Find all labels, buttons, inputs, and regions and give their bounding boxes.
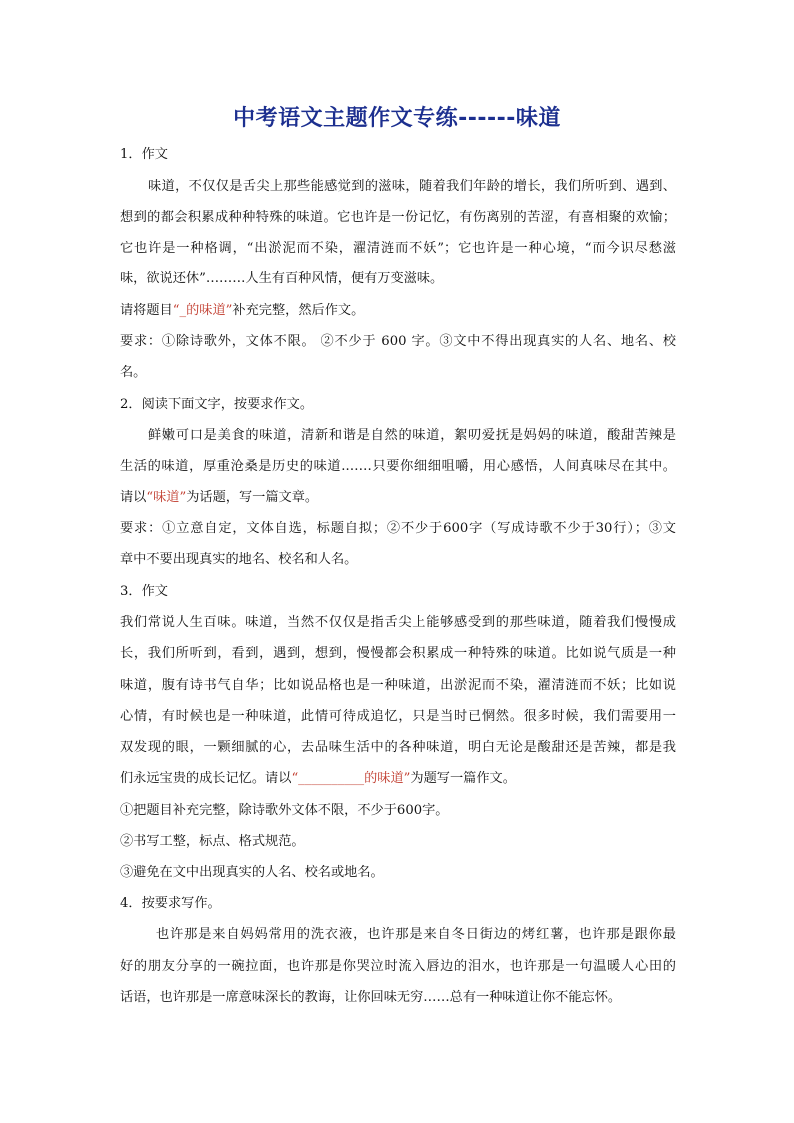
q3-prompt xyxy=(120,770,676,788)
q3-requirement: ②书写工整，标点、格式规范。 xyxy=(120,834,305,849)
q1-paragraph-line: 味道，不仅仅是舌尖上那些能感觉到的滋味，随着我们年龄的增长，我们所听到、遇到、 xyxy=(148,179,676,194)
q3-paragraph-line: 我们常说人生百味。味道，当然不仅仅是指舌尖上能够感受到的那些味道，随着我们慢慢成 xyxy=(120,615,676,630)
q3-paragraph-line: 心情，有时候也是一种味道，此情可待成追忆，只是当时已惘然。很多时候，我们需要用一 xyxy=(120,709,676,724)
q2-prompt-topic: “味道” xyxy=(146,490,187,505)
q3-requirement: ③避免在文中出现真实的人名、校名或地名。 xyxy=(120,865,384,880)
q4-heading: 4．按要求写作。 xyxy=(120,896,221,911)
q1-prompt-text: 补充完整，然后作文。 xyxy=(232,303,365,318)
q3-heading: 3．作文 xyxy=(120,584,168,599)
q2-prompt-text: 为话题，写一篇文章。 xyxy=(186,490,319,505)
page-title: 中考语文主题作文专练------味道 xyxy=(233,106,561,131)
q2-prompt-text: 请以 xyxy=(120,490,147,505)
q3-paragraph-line: 双发现的眼，一颗细腻的心，去品味生活中的各种味道，明白无论是酸甜还是苦辣，都是我 xyxy=(120,740,676,755)
q3-prompt-text: 们永远宝贵的成长记忆。请以 xyxy=(120,771,292,786)
q1-requirements: 名。 xyxy=(120,365,147,380)
q1-paragraph-line: 想到的都会积累成种种特殊的味道。它也许是一份记忆，有伤离别的苦涩，有喜相聚的欢愉； xyxy=(120,210,676,225)
q1-paragraph-line: 它也许是一种格调，“出淤泥而不染，濯清涟而不妖”；它也许是一种心境，“而今识尽愁滋 xyxy=(120,241,676,256)
q4-paragraph-line: 好的朋友分享的一碗拉面，也许那是你哭泣时流入唇边的泪水，也许那是一句温暖人心田的 xyxy=(120,959,676,974)
q2-requirements: 要求：①立意自定，文体自选，标题自拟；②不少于600字（写成诗歌不少于30行）；③文 xyxy=(120,521,676,536)
q1-prompt-text: 请将题目 xyxy=(120,303,173,318)
q1-heading: 1．作文 xyxy=(120,147,168,162)
q1-paragraph-line: 味，欲说还休”………人生有百种风情，便有万变滋味。 xyxy=(120,271,444,286)
q3-requirement: ①把题目补充完整，除诗歌外文体不限，不少于600字。 xyxy=(120,803,449,818)
q2-heading: 2．阅读下面文字，按要求作文。 xyxy=(120,397,314,412)
q3-prompt-title: “__________的味道” xyxy=(291,771,411,786)
q1-prompt xyxy=(120,302,676,320)
q4-paragraph-line: 话语，也许那是一席意味深长的教诲，让你回味无穷……总有一种味道让你不能忘怀。 xyxy=(120,990,622,1005)
q2-requirements: 章中不要出现真实的地名、校名和人名。 xyxy=(120,552,358,567)
q2-paragraph-line: 鲜嫩可口是美食的味道，清新和谐是自然的味道，絮叨爱抚是妈妈的味道，酸甜苦辣是 xyxy=(148,428,676,443)
q4-paragraph-line: 也许那是来自妈妈常用的洗衣液，也许那是来自冬日街边的烤红薯，也许那是跟你最 xyxy=(156,927,676,942)
q3-prompt-text: 为题写一篇作文。 xyxy=(410,771,516,786)
q1-prompt-title: “_的味道” xyxy=(172,303,233,318)
q3-paragraph-line: 长，我们所听到，看到，遇到，想到，慢慢都会积累成一种特殊的味道。比如说气质是一种 xyxy=(120,646,676,661)
q1-requirements: 要求：①除诗歌外，文体不限。 ②不少于 600 字。③文中不得出现真实的人名、地名、校 xyxy=(120,334,676,349)
q2-paragraph-line: 生活的味道，厚重沧桑是历史的味道.……只要你细细咀嚼，用心感悟，人间真味尽在其中。 xyxy=(120,459,676,474)
q2-prompt xyxy=(120,489,676,507)
q3-paragraph-line: 味道，腹有诗书气自华；比如说品格也是一种味道，出淤泥而不染，濯清涟而不妖；比如说 xyxy=(120,678,676,693)
